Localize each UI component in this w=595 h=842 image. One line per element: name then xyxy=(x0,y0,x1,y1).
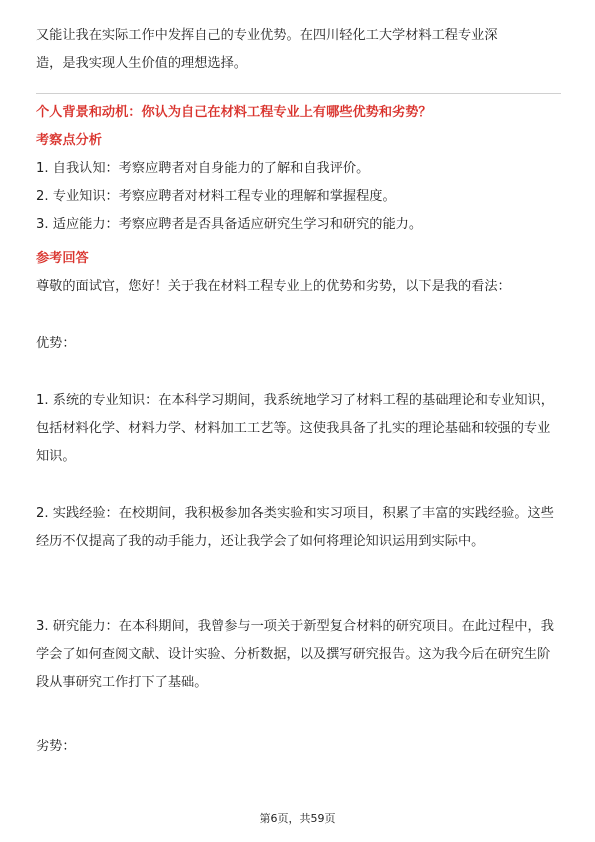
question-heading: 个人背景和动机：你认为自己在材料工程专业上有哪些优势和劣势？ xyxy=(36,105,432,120)
weaknesses-label: 劣势： xyxy=(36,739,76,754)
strength-paragraph-2: 2. 实践经验：在校期间，我积极参加各类实验和实习项目，积累了丰富的实践经验。这些经历不仅提高了我的动手能力，还让我学会了如何将理论知识运用到实际中。 xyxy=(36,506,554,549)
analysis-item: 1. 自我认知：考察应聘者对自身能力的了解和自我评价。 xyxy=(36,161,370,176)
answer-greeting: 尊敬的面试官，您好！关于我在材料工程专业上的优势和劣势，以下是我的看法： xyxy=(36,279,511,294)
analysis-heading: 考察点分析 xyxy=(36,133,102,148)
section-divider xyxy=(36,93,561,94)
strength-paragraph-3: 3. 研究能力：在本科期间，我曾参与一项关于新型复合材料的研究项目。在此过程中，我学会了如何查阅文献、设计实验、分析数据，以及撰写研究报告。这为我今后在研究生阶段从事研究工作打下了基础。 xyxy=(36,619,554,690)
intro-line-2: 造，是我实现人生价值的理想选择。 xyxy=(36,56,247,71)
strengths-label: 优势： xyxy=(36,336,76,351)
answer-heading: 参考回答 xyxy=(36,251,89,266)
analysis-item: 3. 适应能力：考察应聘者是否具备适应研究生学习和研究的能力。 xyxy=(36,217,423,232)
analysis-item: 2. 专业知识：考察应聘者对材料工程专业的理解和掌握程度。 xyxy=(36,189,396,204)
strength-paragraph-1: 1. 系统的专业知识：在本科学习期间，我系统地学习了材料工程的基础理论和专业知识，包括材料化学、材料力学、材料加工工艺等。这使我具备了扎实的理论基础和较强的专业知识。 xyxy=(36,393,554,464)
intro-line-1: 又能让我在实际工作中发挥自己的专业优势。在四川轻化工大学材料工程专业深 xyxy=(36,28,498,43)
page-number-footer: 第6页，共59页 xyxy=(259,812,336,825)
